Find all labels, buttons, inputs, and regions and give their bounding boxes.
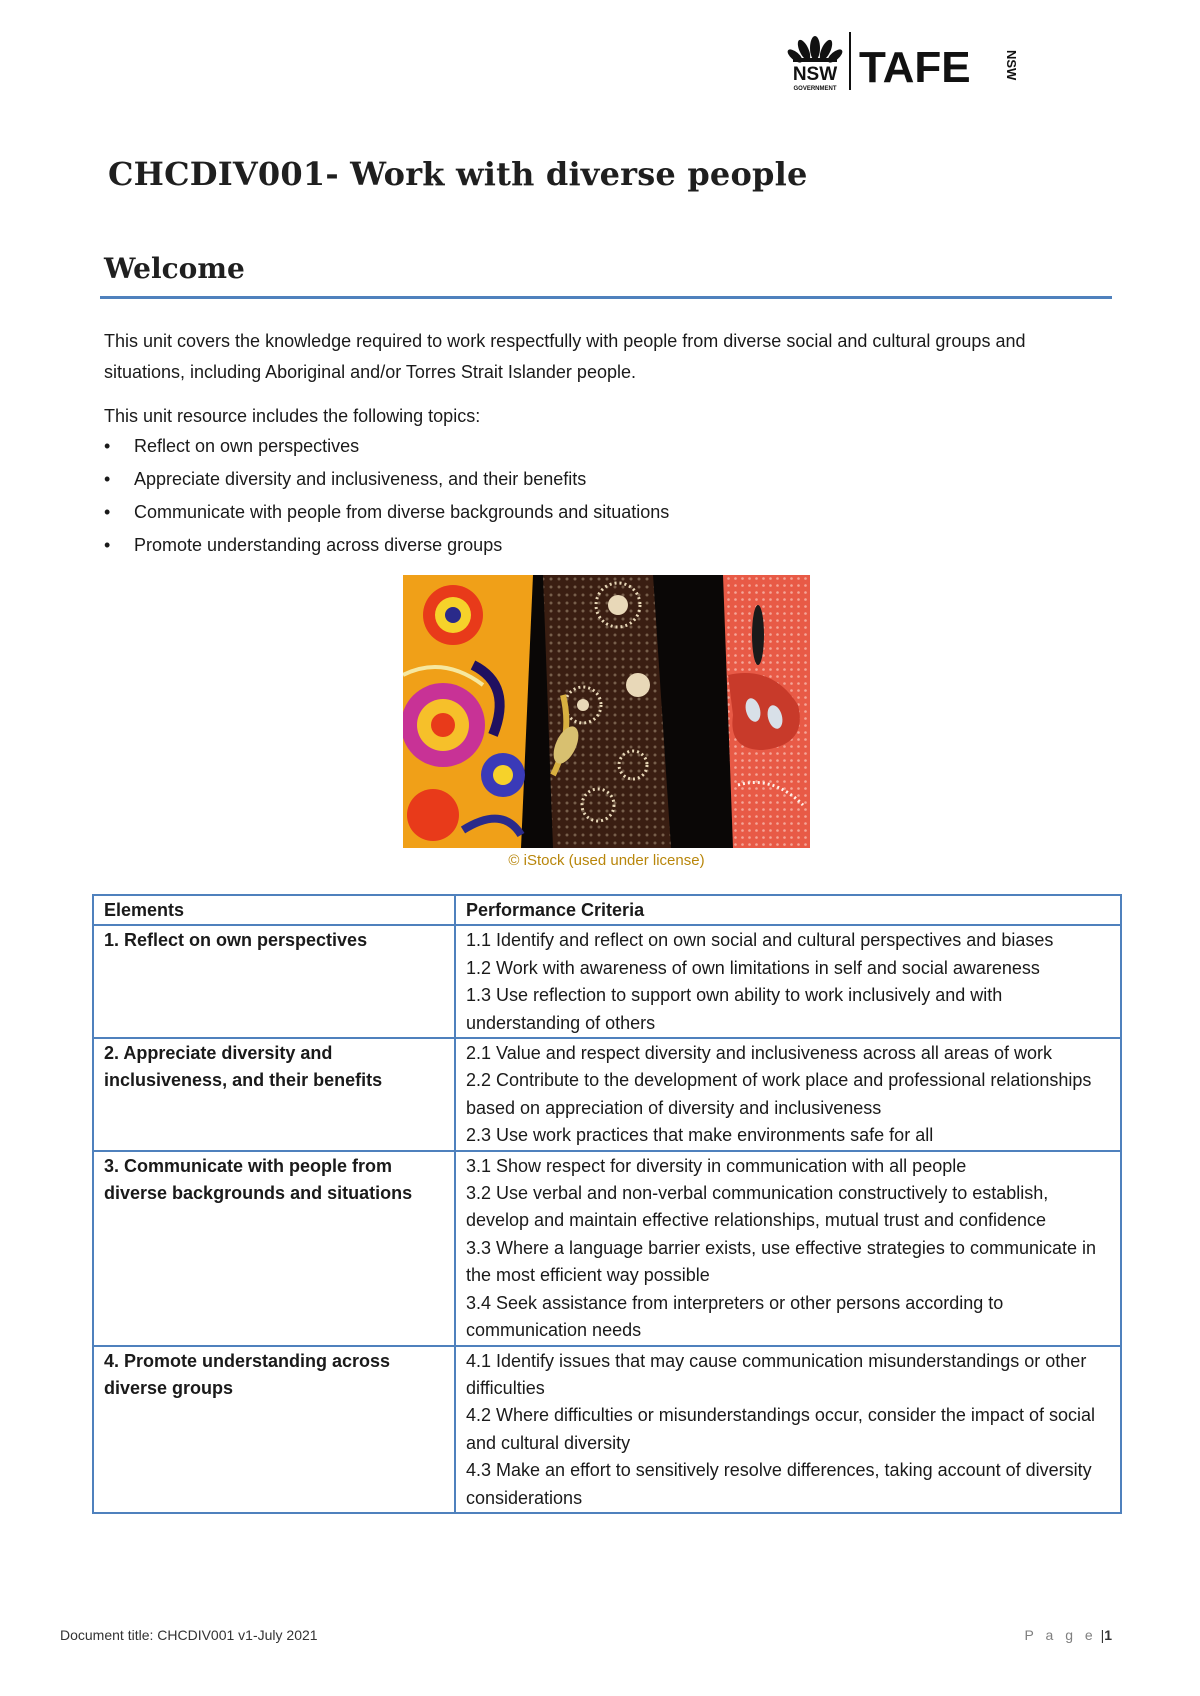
bullet-icon: • (104, 469, 111, 489)
footer-page-number (1025, 1627, 1112, 1643)
tafe-nsw-suffix: NSW (1004, 50, 1019, 81)
table-row (93, 925, 1121, 1038)
table-row (93, 1151, 1121, 1346)
criterion-text: 2.3 Use work practices that make environments safe for all (466, 1125, 934, 1146)
nsw-tafe-logo-graphic (785, 28, 1025, 98)
topic-item (104, 530, 669, 563)
page-label: P a g e (1024, 1627, 1097, 1643)
right-didgeridoo (723, 575, 810, 848)
criteria-cell (455, 1038, 1121, 1151)
element-cell: 4. Promote understanding across diverse groups (93, 1346, 455, 1513)
waratah-icon (786, 36, 845, 65)
criterion-text: 2.1 Value and respect diversity and inclusiveness across all areas of work (466, 1043, 1052, 1064)
didgeridoo-photo (403, 575, 810, 848)
criterion-text: 3.1 Show respect for diversity in communication with all people (466, 1155, 967, 1176)
criterion-text: 4.3 Make an effort to sensitively resolve differences, taking account of diversity considerations (466, 1460, 1092, 1508)
criteria-header: Performance Criteria (455, 895, 1121, 925)
table-row (93, 1038, 1121, 1151)
nsw-text: NSW (792, 64, 838, 85)
criteria-cell (455, 1151, 1121, 1346)
didgeridoo-illustration (403, 575, 810, 848)
page-separator: | (1100, 1627, 1105, 1643)
criteria-cell (455, 1346, 1121, 1513)
elements-header: Elements (93, 895, 455, 925)
image-credit: © iStock (used under license) (508, 852, 705, 869)
topics-lead: This unit resource includes the following topics: (104, 406, 481, 426)
page-title: CHCDIV001- Work with diverse people (108, 155, 808, 193)
bullet-icon: • (104, 502, 111, 522)
topics-list (104, 431, 669, 563)
performance-criteria-table (92, 894, 1122, 1514)
topic-text: Appreciate diversity and inclusiveness, and their benefits (134, 469, 587, 489)
topic-text: Reflect on own perspectives (134, 436, 360, 456)
criterion-text: 3.2 Use verbal and non-verbal communication constructively to establish, develop and maintain effective relationships, mutual trust and confidence (466, 1183, 1049, 1231)
bullet-icon: • (104, 436, 111, 456)
criterion-text: 1.2 Work with awareness of own limitations in self and social awareness (466, 957, 1040, 978)
tafe-text: TAFE (859, 43, 971, 92)
table-row (93, 1346, 1121, 1513)
topic-text: Communicate with people from diverse backgrounds and situations (134, 502, 670, 522)
criterion-text: 4.2 Where difficulties or misunderstandings occur, consider the impact of social and cultural diversity (466, 1405, 1095, 1453)
left-didgeridoo (403, 575, 533, 848)
page-number: 1 (1104, 1627, 1112, 1643)
element-cell: 2. Appreciate diversity and inclusiveness, and their benefits (93, 1038, 455, 1151)
topic-item (104, 431, 669, 464)
element-cell: 3. Communicate with people from diverse backgrounds and situations (93, 1151, 455, 1346)
logo-divider (849, 32, 851, 90)
government-text: GOVERNMENT (793, 86, 837, 92)
footer-doc-title: Document title: CHCDIV001 v1-July 2021 (60, 1627, 318, 1643)
nsw-tafe-logo (785, 28, 1025, 98)
table-header-row (93, 895, 1121, 925)
topic-item (104, 497, 669, 530)
welcome-heading: Welcome (104, 252, 245, 285)
criterion-text: 3.4 Seek assistance from interpreters or other persons according to communication needs (466, 1292, 1004, 1341)
heading-underline (100, 296, 1112, 299)
bullet-icon: • (104, 535, 111, 555)
criteria-cell (455, 925, 1121, 1038)
topic-item (104, 464, 669, 497)
intro-paragraph: This unit covers the knowledge required to work respectfully with people from diverse social and cultural groups and situations, including Aboriginal and/or Torres Strait Islander people. (104, 331, 1026, 382)
element-cell: 1. Reflect on own perspectives (93, 925, 455, 1038)
criterion-text: 2.2 Contribute to the development of work place and professional relationships based on appreciation of diversity and inclusiveness (466, 1070, 1092, 1118)
criterion-text: 3.3 Where a language barrier exists, use effective strategies to communicate in the most efficient way possible (466, 1237, 1096, 1286)
topic-text: Promote understanding across diverse groups (134, 535, 503, 555)
criterion-text: 4.1 Identify issues that may cause communication misunderstandings or other difficulties (466, 1350, 1087, 1398)
middle-didgeridoo (543, 575, 671, 848)
criterion-text: 1.1 Identify and reflect on own social and cultural perspectives and biases (466, 930, 1054, 951)
criterion-text: 1.3 Use reflection to support own ability to work inclusively and with understanding of others (466, 985, 1003, 1033)
